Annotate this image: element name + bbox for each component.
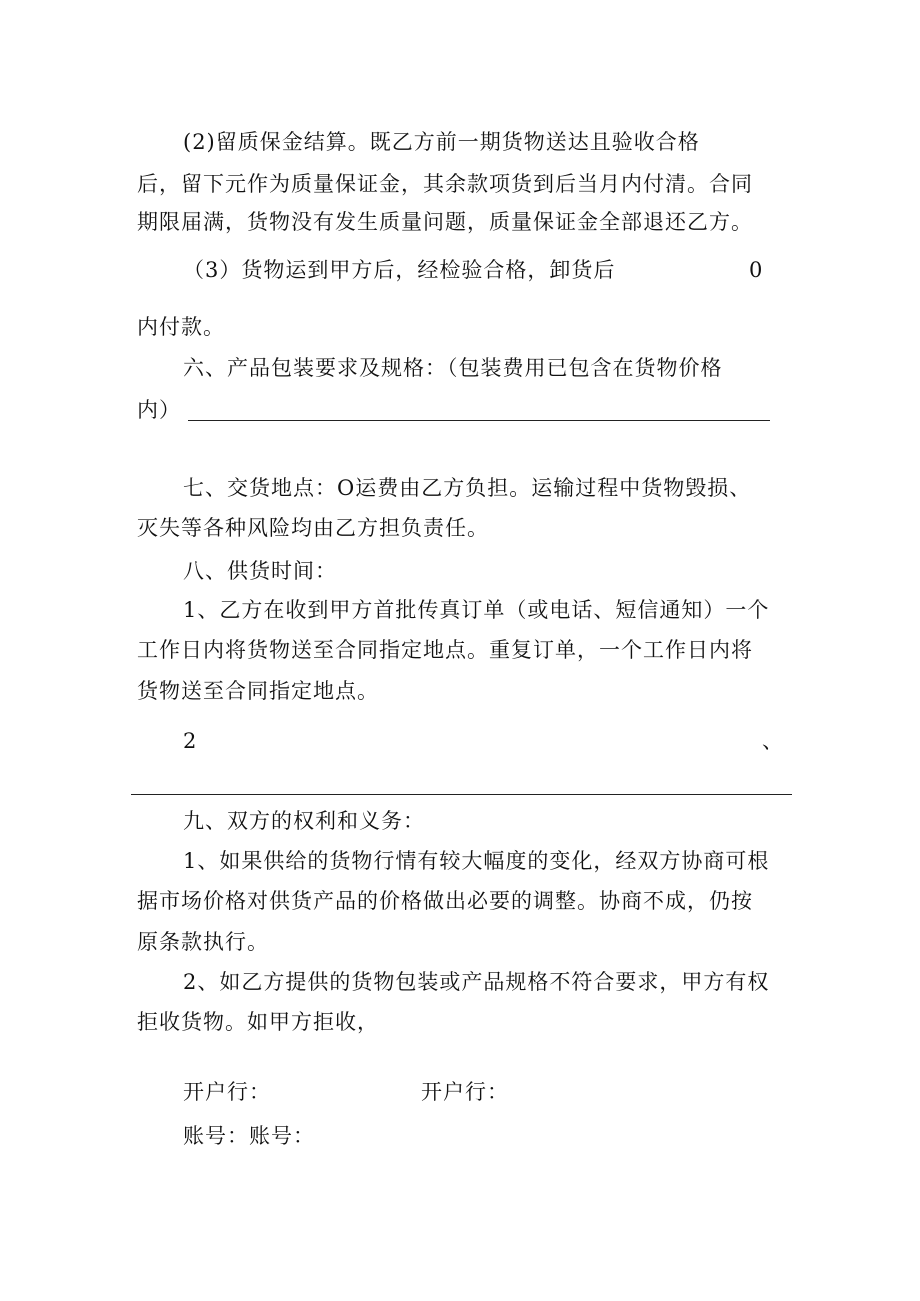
- paragraph-line: 灭失等各种风险均由乙方担负责任。: [137, 516, 489, 540]
- paragraph-line: 工作日内将货物送至合同指定地点。重复订单，一个工作日内将: [137, 638, 753, 662]
- divider-line: [131, 794, 792, 795]
- paragraph-line: (2)留质保金结算。既乙方前一期货物送达且验收合格: [183, 130, 700, 154]
- paragraph-line: 货物送至合同指定地点。: [137, 679, 379, 703]
- section-heading: 六、产品包装要求及规格：（包装费用已包含在货物价格: [183, 356, 723, 380]
- paragraph-line: 拒收货物。如甲方拒收，: [137, 1010, 379, 1034]
- section-heading: 八、供货时间：: [183, 559, 337, 583]
- fill-in-blank-line: [188, 420, 770, 421]
- paragraph-line: 原条款执行。: [137, 930, 269, 954]
- paragraph-line: 1、乙方在收到甲方首批传真订单（或电话、短信通知）一个: [183, 598, 770, 622]
- section-heading: 九、双方的权利和义务：: [183, 809, 425, 833]
- bank-label-left: 开户行：: [183, 1080, 271, 1104]
- number-text: 0: [749, 258, 764, 282]
- paragraph-line: 期限届满，货物没有发生质量问题，质量保证金全部退还乙方。: [137, 210, 753, 234]
- paragraph-line: 内付款。: [137, 315, 225, 339]
- punctuation-mark: 、: [762, 729, 784, 753]
- account-label: 账号：账号：: [183, 1124, 315, 1148]
- section-heading: 七、交货地点：O运费由乙方负担。运输过程中货物毁损、: [183, 476, 752, 500]
- paragraph-line: 1、如果供给的货物行情有较大幅度的变化，经双方协商可根: [183, 849, 770, 873]
- bank-label-right: 开户行：: [421, 1080, 509, 1104]
- paragraph-line: 据市场价格对供货产品的价格做出必要的调整。协商不成，仍按: [137, 889, 753, 913]
- paragraph-line: 2、如乙方提供的货物包装或产品规格不符合要求，甲方有权: [183, 970, 770, 994]
- paragraph-line: 内）: [137, 398, 181, 422]
- paragraph-line: （3）货物运到甲方后，经检验合格，卸货后: [183, 258, 616, 282]
- paragraph-line: 后，留下元作为质量保证金，其余款项货到后当月内付清。合同: [137, 172, 753, 196]
- list-number: 2: [183, 729, 198, 753]
